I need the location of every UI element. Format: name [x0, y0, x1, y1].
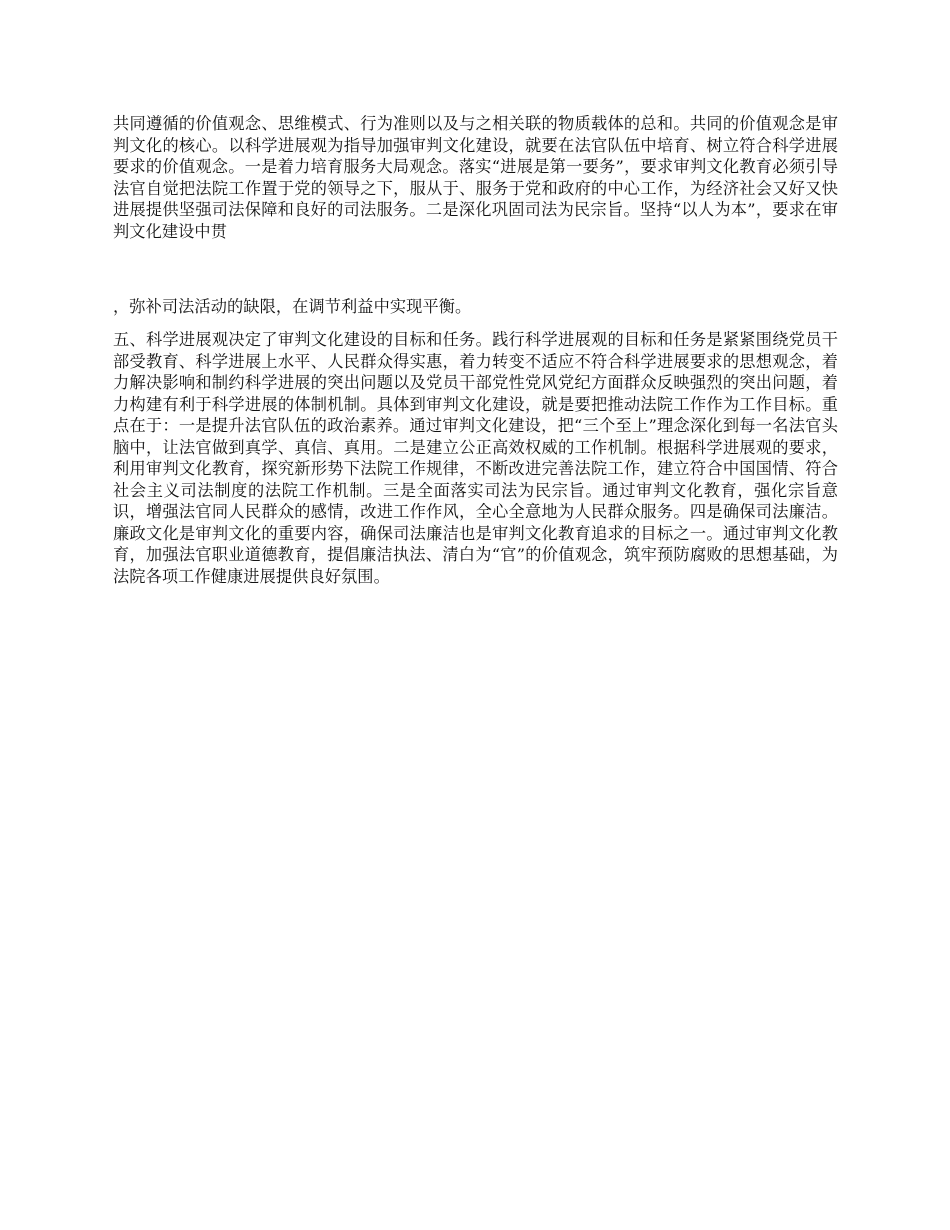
paragraph-fragment-balance: ，弥补司法活动的缺限，在调节利益中实现平衡。: [113, 297, 472, 316]
paragraph-section-five: 五、科学进展观决定了审判文化建设的目标和任务。践行科学进展观的目标和任务是紧紧围绕党员干部受教育、科学进展上水平、人民群众得实惠，着力转变不适应不符合科学进展要求的思想观念，着力解决影响和制约科学进展的突出问题以及党员干部党性党风党纪方面群众反映强烈的突出问题，着力构建有利于科学进展的体制机制。具体到审判文化建设，就是要把推动法院工作作为工作目标。重点在于：一是提升法官队伍的政治素养。通过审判文化建设，把“三个至上”理念深化到每一名法官头脑中，让法官做到真学、真信、真用。二是建立公正高效权威的工作机制。根据科学进展观的要求，利用审判文化教育，探究新形势下法院工作规律，不断改进完善法院工作，建立符合中国国情、符合社会主义司法制度的法院工作机制。三是全面落实司法为民宗旨。通过审判文化教育，强化宗旨意识，增强法官同人民群众的感情，改进工作作风，全心全意地为人民群众服务。四是确保司法廉洁。廉政文化是审判文化的重要内容，确保司法廉洁也是审判文化教育追求的目标之一。通过审判文化教育，加强法官职业道德教育，提倡廉洁执法、清白为“官”的价值观念，筑牢预防腐败的思想基础，为法院各项工作健康进展提供良好氛围。: [113, 330, 838, 586]
paragraph-value-concepts: 共同遵循的价值观念、思维模式、行为准则以及与之相关联的物质载体的总和。共同的价值观念是审判文化的核心。以科学进展观为指导加强审判文化建设，就要在法官队伍中培育、树立符合科学进展要求的价值观念。一是着力培育服务大局观念。落实“进展是第一要务”，要求审判文化教育必须引导法官自觉把法院工作置于党的领导之下，服从于、服务于党和政府的中心工作，为经济社会又好又快进展提供坚强司法保障和良好的司法服务。二是深化巩固司法为民宗旨。坚持“以人为本”，要求在审判文化建设中贯: [113, 114, 838, 241]
